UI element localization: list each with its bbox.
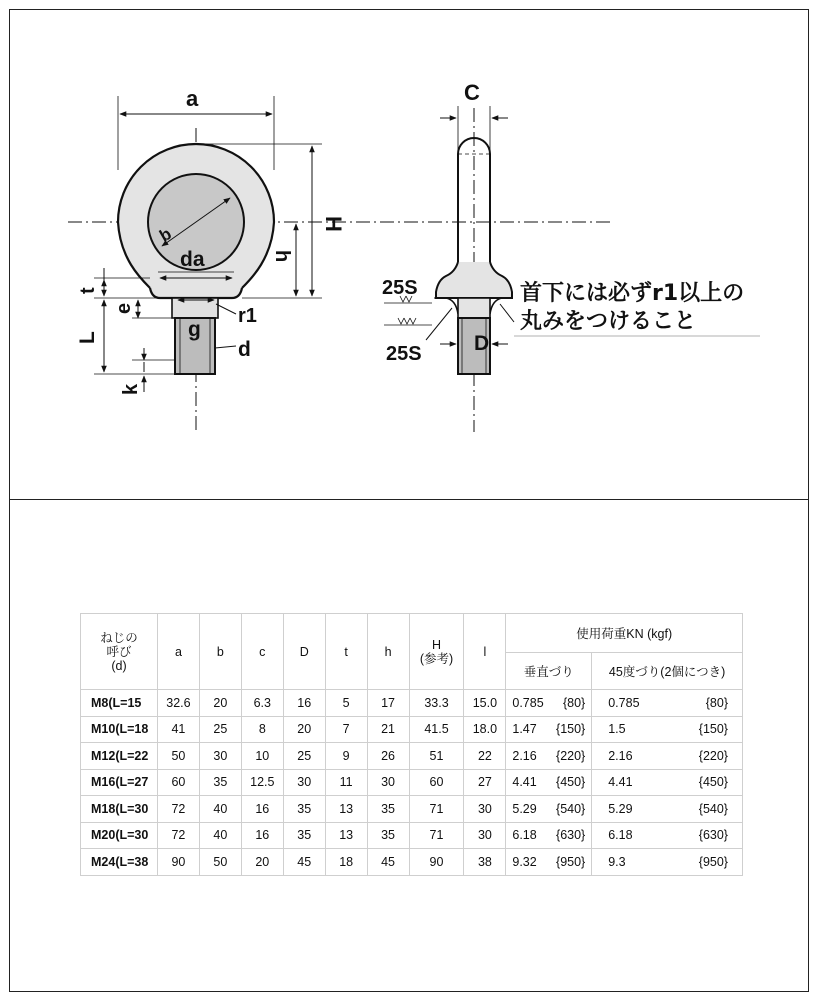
- header-D: D: [283, 614, 325, 690]
- label-H: H: [321, 216, 346, 232]
- header-l: l: [464, 614, 506, 690]
- cell-b: 20: [199, 690, 241, 717]
- label-g: g: [188, 318, 201, 341]
- angle-load-kn: 5.29: [608, 801, 633, 816]
- cell-45deg-load: [592, 716, 743, 743]
- cell-l: 15.0: [464, 690, 506, 717]
- cell-45deg-load: [592, 822, 743, 849]
- cell-t: 11: [325, 769, 367, 796]
- table-row: [81, 769, 743, 796]
- vertical-load-kn: 4.41: [512, 775, 537, 790]
- cell-l: 38: [464, 849, 506, 876]
- cell-c: 16: [241, 822, 283, 849]
- header-H-line2: (参考): [419, 651, 454, 666]
- angle-load-kgf: {630}: [698, 828, 728, 843]
- label-D: D: [474, 332, 490, 355]
- cell-45deg-load: [592, 849, 743, 876]
- header-H: [409, 614, 464, 690]
- header-vertical: 垂直づり: [506, 653, 592, 690]
- header-thread-line1: ねじの: [100, 630, 138, 645]
- label-25s-top: 25S: [382, 277, 418, 299]
- cell-thread: M16(L=27: [81, 769, 158, 796]
- cell-b: 40: [199, 796, 241, 823]
- cell-h: 35: [367, 796, 409, 823]
- header-H-line1: H: [431, 637, 441, 652]
- cell-vertical-load: [506, 849, 592, 876]
- header-b: b: [199, 614, 241, 690]
- label-t: t: [77, 287, 99, 294]
- cell-thread: M12(L=22: [81, 743, 158, 770]
- cell-a: 72: [157, 822, 199, 849]
- cell-H: 60: [409, 769, 464, 796]
- cell-l: 30: [464, 796, 506, 823]
- label-e: e: [113, 302, 135, 314]
- vertical-load-kn: 9.32: [512, 854, 537, 869]
- cell-h: 17: [367, 690, 409, 717]
- cell-thread: M24(L=38: [81, 849, 158, 876]
- label-b: b: [156, 224, 175, 246]
- angle-load-kgf: {150}: [698, 722, 728, 737]
- cell-a: 72: [157, 796, 199, 823]
- header-h: h: [367, 614, 409, 690]
- label-da: da: [180, 248, 205, 271]
- table-row: [81, 796, 743, 823]
- cell-a: 60: [157, 769, 199, 796]
- cell-D: 30: [283, 769, 325, 796]
- angle-load-kn: 2.16: [608, 748, 633, 763]
- vertical-load-kn: 0.785: [512, 695, 544, 710]
- vertical-load-kgf: {80}: [562, 695, 586, 710]
- side-view: [384, 106, 760, 432]
- header-a: a: [157, 614, 199, 690]
- cell-t: 13: [325, 822, 367, 849]
- cell-a: 50: [157, 743, 199, 770]
- cell-H: 71: [409, 796, 464, 823]
- cell-h: 45: [367, 849, 409, 876]
- cell-c: 8: [241, 716, 283, 743]
- angle-load-kn: 6.18: [608, 828, 633, 843]
- fillet-note-line2: 丸みをつけること: [520, 309, 697, 334]
- cell-H: 41.5: [409, 716, 464, 743]
- table-row: [81, 716, 743, 743]
- cell-thread: M8(L=15: [81, 690, 158, 717]
- vertical-load-kn: 6.18: [512, 828, 537, 843]
- cell-c: 16: [241, 796, 283, 823]
- cell-t: 7: [325, 716, 367, 743]
- cell-D: 35: [283, 796, 325, 823]
- table-row: [81, 690, 743, 717]
- cell-h: 30: [367, 769, 409, 796]
- angle-load-kgf: {450}: [698, 775, 728, 790]
- cell-l: 30: [464, 822, 506, 849]
- table-row: [81, 743, 743, 770]
- cell-t: 5: [325, 690, 367, 717]
- header-t: t: [325, 614, 367, 690]
- label-r1: r1: [238, 305, 257, 327]
- cell-l: 18.0: [464, 716, 506, 743]
- angle-load-kn: 1.5: [608, 722, 626, 737]
- front-view: [68, 96, 610, 432]
- vertical-load-kgf: {220}: [556, 748, 586, 763]
- label-C: C: [464, 80, 480, 105]
- vertical-load-kgf: {150}: [556, 722, 586, 737]
- cell-t: 18: [325, 849, 367, 876]
- vertical-load-kgf: {630}: [556, 828, 586, 843]
- angle-load-kgf: {80}: [705, 695, 728, 710]
- header-thread-line2: 呼び: [106, 644, 132, 659]
- cell-a: 32.6: [157, 690, 199, 717]
- cell-D: 45: [283, 849, 325, 876]
- header-load: 使用荷重KN (kgf): [506, 614, 743, 653]
- cell-c: 10: [241, 743, 283, 770]
- vertical-load-kn: 2.16: [512, 748, 537, 763]
- cell-thread: M10(L=18: [81, 716, 158, 743]
- cell-D: 25: [283, 743, 325, 770]
- cell-45deg-load: [592, 690, 743, 717]
- cell-thread: M18(L=30: [81, 796, 158, 823]
- label-a: a: [186, 86, 199, 111]
- cell-c: 20: [241, 849, 283, 876]
- cell-vertical-load: [506, 796, 592, 823]
- cell-a: 41: [157, 716, 199, 743]
- cell-h: 26: [367, 743, 409, 770]
- cell-b: 50: [199, 849, 241, 876]
- vertical-load-kgf: {950}: [556, 854, 586, 869]
- cell-h: 35: [367, 822, 409, 849]
- cell-D: 20: [283, 716, 325, 743]
- cell-h: 21: [367, 716, 409, 743]
- label-L: L: [76, 331, 99, 344]
- cell-c: 6.3: [241, 690, 283, 717]
- cell-45deg-load: [592, 769, 743, 796]
- angle-load-kgf: {540}: [698, 801, 728, 816]
- vertical-load-kgf: {450}: [556, 775, 586, 790]
- spec-table: [80, 613, 743, 876]
- cell-vertical-load: [506, 769, 592, 796]
- cell-H: 51: [409, 743, 464, 770]
- cell-H: 90: [409, 849, 464, 876]
- cell-vertical-load: [506, 690, 592, 717]
- cell-H: 71: [409, 822, 464, 849]
- cell-vertical-load: [506, 743, 592, 770]
- label-k: k: [120, 383, 142, 395]
- cell-t: 9: [325, 743, 367, 770]
- cell-l: 27: [464, 769, 506, 796]
- cell-thread: M20(L=30: [81, 822, 158, 849]
- angle-load-kn: 4.41: [608, 775, 633, 790]
- fillet-note-line1: 首下には必ずr1以上の: [520, 281, 745, 306]
- cell-D: 16: [283, 690, 325, 717]
- cell-D: 35: [283, 822, 325, 849]
- eyebolt-drawing: [0, 0, 824, 500]
- cell-45deg-load: [592, 796, 743, 823]
- label-25s-bottom: 25S: [386, 343, 422, 365]
- label-d: d: [238, 338, 251, 361]
- cell-c: 12.5: [241, 769, 283, 796]
- header-c: c: [241, 614, 283, 690]
- table-body: [81, 690, 743, 876]
- cell-b: 40: [199, 822, 241, 849]
- vertical-load-kgf: {540}: [556, 801, 586, 816]
- cell-b: 25: [199, 716, 241, 743]
- label-h: h: [271, 250, 293, 263]
- vertical-load-kn: 5.29: [512, 801, 537, 816]
- vertical-load-kn: 1.47: [512, 722, 537, 737]
- cell-vertical-load: [506, 716, 592, 743]
- cell-a: 90: [157, 849, 199, 876]
- table-row: [81, 849, 743, 876]
- table-header-row-1: [81, 614, 743, 653]
- cell-vertical-load: [506, 822, 592, 849]
- header-45deg: 45度づり(2個につき): [592, 653, 743, 690]
- cell-l: 22: [464, 743, 506, 770]
- header-thread: [81, 614, 158, 690]
- angle-load-kgf: {220}: [698, 748, 728, 763]
- angle-load-kgf: {950}: [698, 854, 728, 869]
- cell-H: 33.3: [409, 690, 464, 717]
- cell-45deg-load: [592, 743, 743, 770]
- table-row: [81, 822, 743, 849]
- cell-b: 35: [199, 769, 241, 796]
- cell-b: 30: [199, 743, 241, 770]
- header-thread-line3: (d): [111, 658, 127, 673]
- cell-t: 13: [325, 796, 367, 823]
- angle-load-kn: 0.785: [608, 695, 640, 710]
- angle-load-kn: 9.3: [608, 854, 626, 869]
